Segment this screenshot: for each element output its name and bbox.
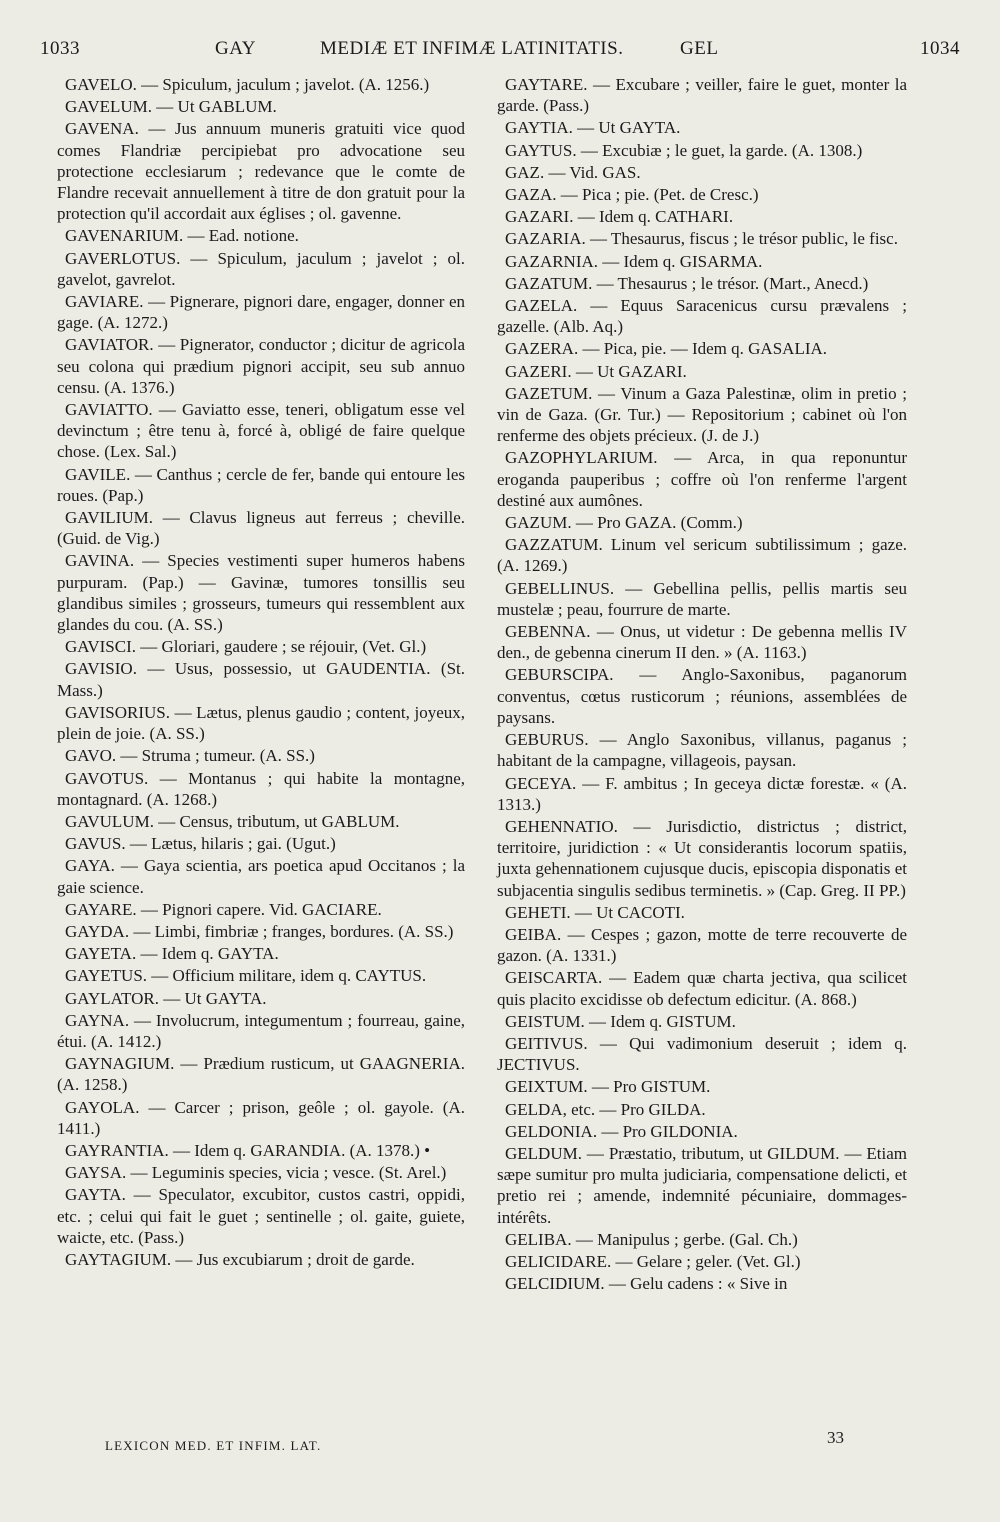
entry-gayetus: GAYETUS. — Officium militare, idem q. CAYTUS. — [65, 966, 427, 986]
entry-gaynagium: GAYNAGIUM. — Prædium rusticum, ut GAAGNERIA. (A. 1258.) — [57, 1054, 465, 1095]
entry-gavilium: GAVILIUM. — Clavus ligneus aut ferreus ; cheville. (Guid. de Vig.) — [57, 508, 465, 549]
entry-gavile: GAVILE. — Canthus ; cercle de fer, bande qui entoure les roues. (Pap.) — [57, 464, 465, 505]
entry-gavisci: GAVISCI. — Gloriari, gaudere ; se réjouir, (Vet. Gl.) — [65, 637, 427, 657]
entry-gazera: GAZERA. — Pica, pie. — Idem q. GASALIA. — [505, 339, 828, 359]
entry-gayna: GAYNA. — Involucrum, integumentum ; fourreau, gaine, étui. (A. 1412.) — [57, 1010, 465, 1051]
entry-gavulum: GAVULUM. — Census, tributum, ut GABLUM. — [65, 811, 400, 831]
entry-gavina: GAVINA. — Species vestimenti super humeros habens purpuram. (Pap.) — Gavinæ, tumores tonsillis seu glandibus similes ; grosseurs, tumeurs qui ressemblent aux glandes du cou. (A. SS.) — [57, 551, 465, 635]
entry-gaytia: GAYTIA. — Ut GAYTA. — [505, 118, 681, 138]
entry-gaytagium: GAYTAGIUM. — Jus excubiarum ; droit de garde. — [65, 1249, 415, 1269]
entry-gayeta: GAYETA. — Idem q. GAYTA. — [65, 944, 279, 964]
entry-gayda: GAYDA. — Limbi, fimbriæ ; franges, bordures. (A. SS.) — [65, 921, 454, 941]
entry-gavus: GAVUS. — Lætus, hilaris ; gai. (Ugut.) — [65, 834, 336, 854]
entry-gazzatum: GAZZATUM. Linum vel sericum subtilissimum ; gaze. (A. 1269.) — [497, 535, 907, 576]
entry-gavo: GAVO. — Struma ; tumeur. (A. SS.) — [65, 746, 315, 766]
right-column — [497, 74, 907, 1294]
entry-gebenna: GEBENNA. — Onus, ut videtur : De gebenna mellis IV den., de gebenna cinerum II den. » (A. 1163.) — [497, 622, 907, 663]
entry-geiscarta: GEISCARTA. — Eadem quæ charta jectiva, qua scilicet quis placito excidisse ob defectum edicitur. (A. 868.) — [497, 968, 907, 1009]
entry-gelda: GELDA, etc. — Pro GILDA. — [505, 1099, 706, 1119]
page-footer — [40, 1428, 960, 1462]
footer-lexicon-title: LEXICON MED. ET INFIM. LAT. — [105, 1438, 322, 1453]
entry-gebellinus: GEBELLINUS. — Gebellina pellis, pellis martis seu mustelæ ; peau, fourrure de marte. — [497, 578, 907, 619]
entry-gazari: GAZARI. — Idem q. CATHARI. — [505, 207, 734, 227]
entry-gayola: GAYOLA. — Carcer ; prison, geôle ; ol. gayole. (A. 1411.) — [57, 1097, 465, 1138]
entry-geistum: GEISTUM. — Idem q. GISTUM. — [505, 1011, 736, 1031]
entry-geceya: GECEYA. — F. ambitus ; In geceya dictæ forestæ. « (A. 1313.) — [497, 773, 907, 814]
entry-gavelo: GAVELO. — Spiculum, jaculum ; javelot. (A. 1256.) — [65, 75, 430, 94]
entry-gazatum: GAZATUM. — Thesaurus ; le trésor. (Mart., Anecd.) — [505, 273, 869, 293]
page-number-right: 1034 — [920, 38, 960, 59]
entry-geixtum: GEIXTUM. — Pro GISTUM. — [505, 1077, 711, 1097]
entry-gaverlotus: GAVERLOTUS. — Spiculum, jaculum ; javelot ; ol. gavelot, gavrelot. — [57, 248, 465, 289]
page-number-left: 1033 — [40, 38, 80, 59]
entry-gazophylarium: GAZOPHYLARIUM. — Arca, in qua reponuntur eroganda pauperibus ; coffre où l'on renferme l'argent destiné aux aumônes. — [497, 448, 907, 510]
entry-gehennatio: GEHENNATIO. — Jurisdictio, districtus ; district, territoire, juridiction : « Ut considerantis locorum spatiis, juxta gehennationem cujusque ducis, episcopia disponatis et subjacentia singulis sedibus terminetis. » (Cap. Greg. II PP.) — [497, 816, 907, 900]
entry-gayta: GAYTA. — Speculator, excubitor, custos castri, oppidi, etc. ; celui qui fait le guet ; sentinelle ; ol. gaite, guiete, waicte, etc. (Pass.) — [57, 1185, 465, 1247]
entry-gaviatto: GAVIATTO. — Gaviatto esse, teneri, obligatum esse vel devinctum ; être tenu à, forcé à, obligé de faire quelque chose. (Lex. Sal.) — [57, 400, 465, 462]
entry-gazaria: GAZARIA. — Thesaurus, fiscus ; le trésor public, le fisc. — [505, 229, 898, 249]
entry-gazela: GAZELA. — Equus Saracenicus cursu prævalens ; gazelle. (Alb. Aq.) — [497, 296, 907, 337]
entry-gavotus: GAVOTUS. — Montanus ; qui habite la montagne, montagnard. (A. 1268.) — [57, 768, 465, 809]
entry-gelcidium: GELCIDIUM. — Gelu cadens : « Sive in — [505, 1274, 788, 1294]
entry-geitivus: GEITIVUS. — Qui vadimonium deseruit ; idem q. JECTIVUS. — [497, 1033, 907, 1075]
entry-geburus: GEBURUS. — Anglo Saxonibus, villanus, paganus ; habitant de la campagne, villageois, paysan. — [497, 730, 907, 771]
entry-geldum: GELDUM. — Præstatio, tributum, ut GILDUM. — Etiam sæpe sumitur pro multa judiciaria, compensatione delicti, et pretio rei ; amende, indemnité pécuniaire, dommages-intérêts. — [497, 1143, 907, 1227]
entry-geburscipa: GEBURSCIPA. — Anglo-Saxonibus, paganorum conventus, cœtus rusticorum ; réunions, assemblées de paysans. — [497, 665, 907, 727]
entry-gavisio: GAVISIO. — Usus, possessio, ut GAUDENTIA. (St. Mass.) — [57, 659, 465, 700]
entry-gaviator: GAVIATOR. — Pignerator, conductor ; dicitur de agricola seu colona qui prædium pignori accipit, seu sub annuo censu. (A. 1376.) — [57, 335, 465, 397]
entry-gavisorius: GAVISORIUS. — Lætus, plenus gaudio ; content, joyeux, plein de joie. (A. SS.) — [57, 702, 465, 744]
header-title: MEDIÆ ET INFIMÆ LATINITATIS. — [320, 38, 624, 59]
entry-gavelum: GAVELUM. — Ut GABLUM. — [65, 97, 277, 117]
entry-gaya: GAYA. — Gaya scientia, ars poetica apud Occitanos ; la gaie science. — [57, 856, 465, 897]
entry-gazeri: GAZERI. — Ut GAZARI. — [505, 361, 687, 381]
entry-geldonia: GELDONIA. — Pro GILDONIA. — [505, 1121, 738, 1141]
entry-gazarnia: GAZARNIA. — Idem q. GISARMA. — [505, 251, 763, 271]
entry-gazum: GAZUM. — Pro GAZA. (Comm.) — [505, 513, 743, 533]
entry-gayrantia: GAYRANTIA. — Idem q. GARANDIA. (A. 1378.) • — [65, 1140, 431, 1160]
entry-gaysa: GAYSA. — Leguminis species, vicia ; vesce. (St. Arel.) — [65, 1163, 447, 1183]
entry-geheti: GEHETI. — Ut CACOTI. — [505, 902, 685, 922]
entry-gaza: GAZA. — Pica ; pie. (Pet. de Cresc.) — [505, 185, 759, 205]
entry-gavenarium: GAVENARIUM. — Ead. notione. — [65, 226, 299, 246]
header-guide-word-left: GAY — [215, 38, 256, 59]
entry-gavena: GAVENA. — Jus annuum muneris gratuiti vice quod comes Flandriæ percipiebat pro advocatione seu protectione ecclesiarum ; redevance que le comte de Flandre recevait annuellement à titre de don gratuit pour la protection qu'il accordait aux églises ; ol. gavenne. — [57, 119, 465, 224]
running-header — [40, 38, 960, 68]
entry-geliba: GELIBA. — Manipulus ; gerbe. (Gal. Ch.) — [505, 1229, 798, 1249]
header-guide-word-right: GEL — [680, 38, 719, 59]
entry-gaylator: GAYLATOR. — Ut GAYTA. — [65, 988, 267, 1008]
entry-gaz: GAZ. — Vid. GAS. — [505, 162, 641, 182]
entry-gaytare: GAYTARE. — Excubare ; veiller, faire le guet, monter la garde. (Pass.) — [497, 75, 907, 116]
entry-gelicidare: GELICIDARE. — Gelare ; geler. (Vet. Gl.) — [505, 1251, 801, 1271]
entry-gaviare: GAVIARE. — Pignerare, pignori dare, engager, donner en gage. (A. 1272.) — [57, 292, 465, 333]
entry-gazetum: GAZETUM. — Vinum a Gaza Palestinæ, olim in pretio ; vin de Gaza. (Gr. Tur.) — Repositorium ; cabinet où l'on renferme des objets précieux. (J. de J.) — [497, 383, 907, 446]
entry-geiba: GEIBA. — Cespes ; gazon, motte de terre recouverte de gazon. (A. 1331.) — [497, 924, 907, 966]
entry-gaytus: GAYTUS. — Excubiæ ; le guet, la garde. (A. 1308.) — [505, 140, 863, 160]
signature-mark: 33 — [827, 1428, 844, 1447]
entry-gayare: GAYARE. — Pignori capere. Vid. GACIARE. — [65, 899, 382, 919]
left-column — [57, 74, 465, 1270]
